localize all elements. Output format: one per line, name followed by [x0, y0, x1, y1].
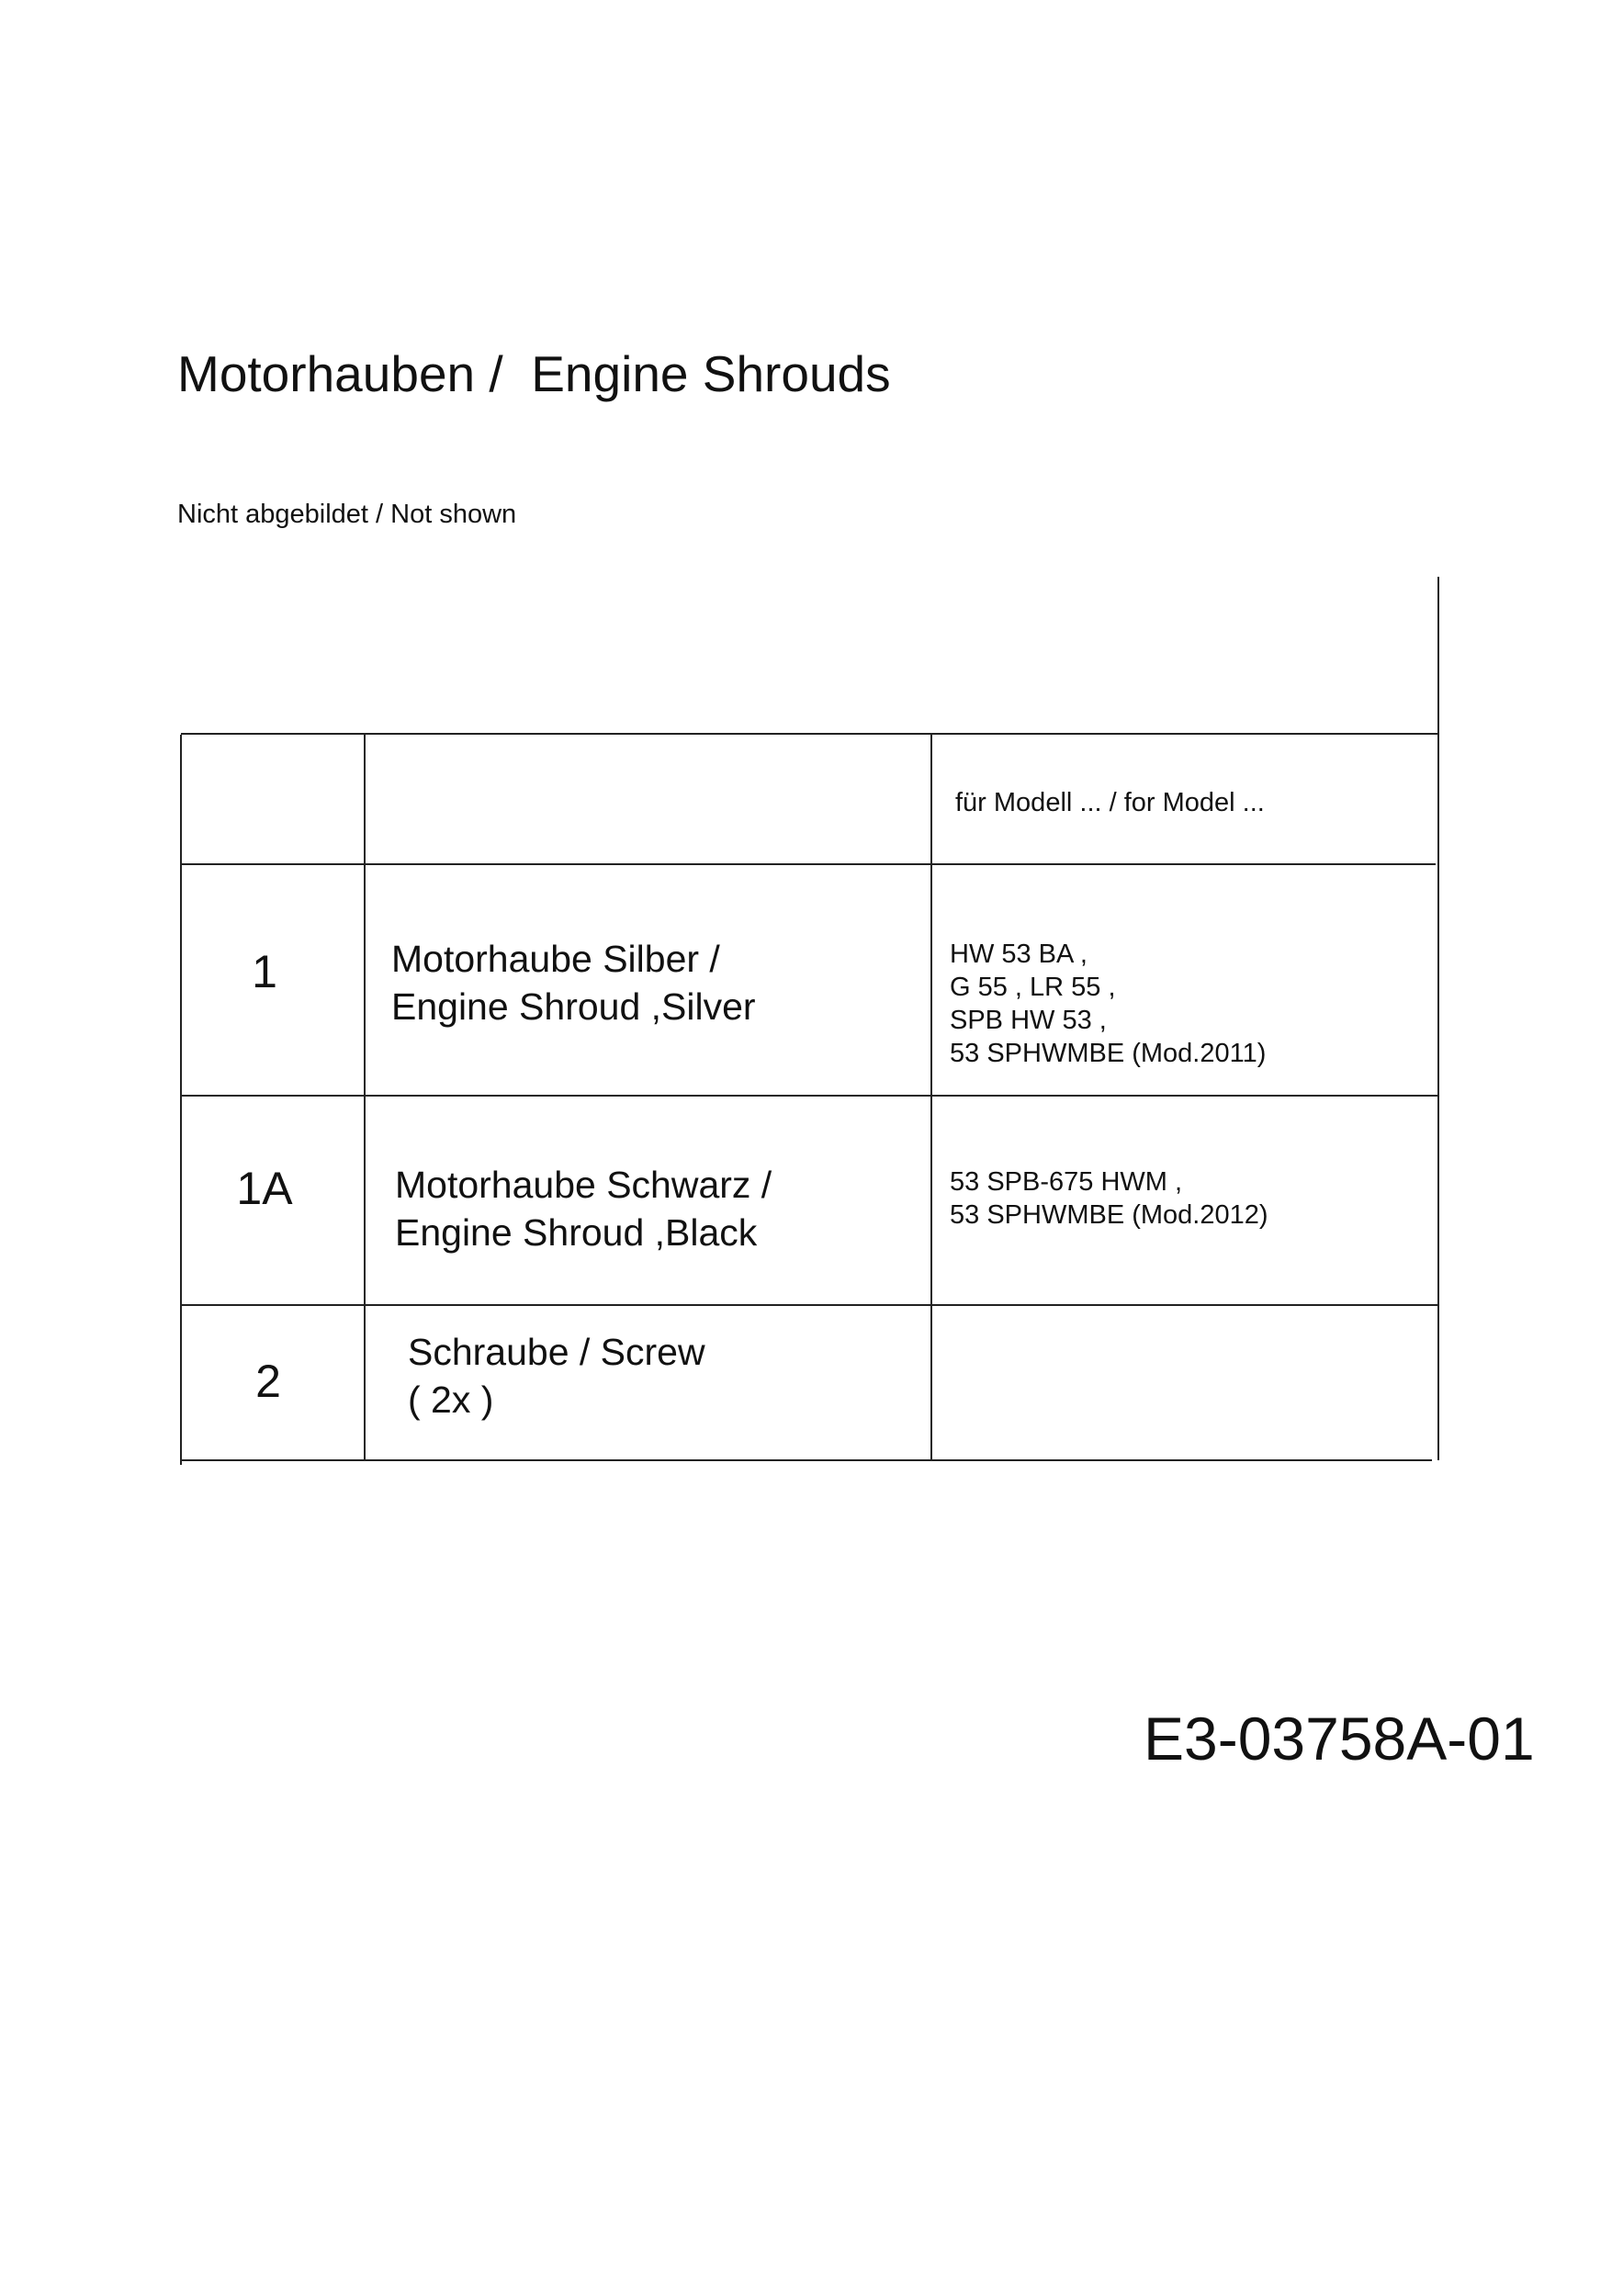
row-1-model-4: 53 SPHWMBE (Mod.2011) [950, 1039, 1267, 1068]
row-1-model-3: SPB HW 53 , [950, 1006, 1107, 1035]
document-reference-number: E3-03758A-01 [1144, 1705, 1535, 1773]
row-1a-desc-line-2: Engine Shroud ,Black [395, 1211, 758, 1254]
row-2-pos: 2 [255, 1356, 281, 1407]
not-shown-note: Nicht abgebildet / Not shown [177, 500, 517, 529]
table-rule-bottom [181, 1459, 1432, 1461]
table-rule-col2 [930, 735, 932, 1460]
table-rule-row1 [181, 1095, 1439, 1097]
page-title: Motorhauben / Engine Shrouds [177, 345, 891, 402]
row-1-model-2: G 55 , LR 55 , [950, 973, 1116, 1002]
row-1a-desc-line-1: Motorhaube Schwarz / [395, 1164, 772, 1206]
table-rule-top [181, 733, 1439, 735]
row-1a-model-2: 53 SPHWMBE (Mod.2012) [950, 1200, 1268, 1230]
table-rule-row2 [181, 1304, 1439, 1306]
row-2-desc-line-1: Schraube / Screw [408, 1331, 705, 1373]
row-1-desc-line-2: Engine Shroud ,Silver [391, 985, 756, 1028]
row-1a-pos: 1A [236, 1163, 293, 1214]
row-2-desc-line-2: ( 2x ) [408, 1379, 494, 1421]
row-1a-model-1: 53 SPB-675 HWM , [950, 1167, 1183, 1197]
table-rule-right [1437, 577, 1439, 1460]
row-1-pos: 1 [252, 946, 277, 997]
row-1-desc-line-1: Motorhaube Silber / [391, 938, 720, 980]
table-rule-col1 [364, 735, 366, 1460]
table-rule-header [181, 863, 1436, 865]
row-1-model-1: HW 53 BA , [950, 940, 1088, 969]
header-models: für Modell ... / for Model ... [955, 788, 1265, 817]
